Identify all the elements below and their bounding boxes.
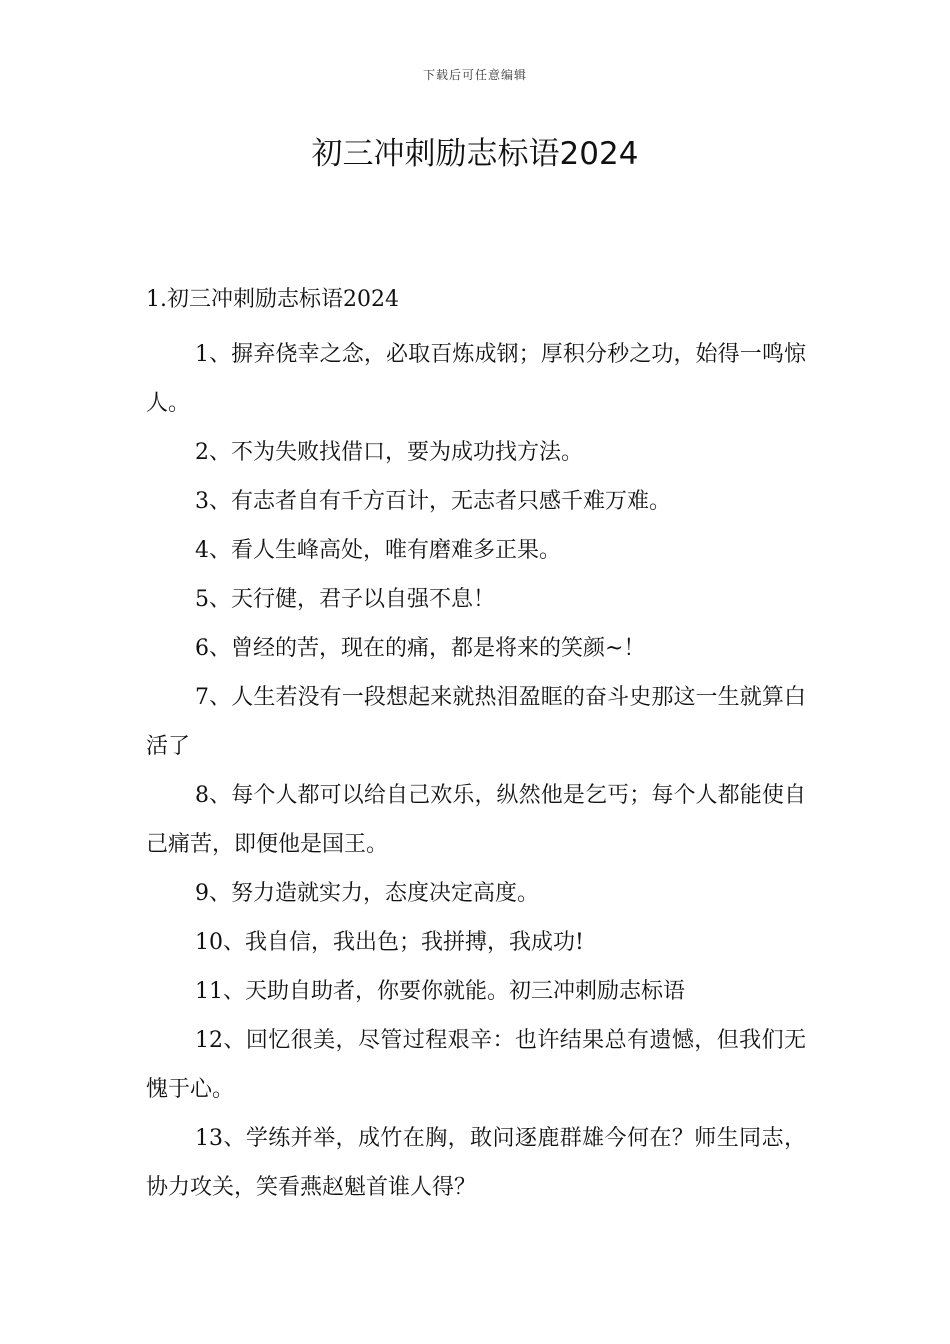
slogan-item-12: 12、回忆很美，尽管过程艰辛：也许结果总有遗憾，但我们无愧于心。 [146,1028,806,1102]
slogan-item-11: 11、天助自助者，你要你就能。初三冲刺励志标语 [195,979,685,1004]
slogan-item-7: 7、人生若没有一段想起来就热泪盈眶的奋斗史那这一生就算白活了 [146,685,806,759]
slogan-item-10: 10、我自信，我出色；我拼搏，我成功! [195,930,584,955]
slogan-item-3: 3、有志者自有千方百计，无志者只感千难万难。 [195,489,671,514]
slogan-item-2: 2、不为失败找借口，要为成功找方法。 [195,440,583,465]
section-heading: 1.初三冲刺励志标语2024 [146,287,399,312]
slogan-item-13: 13、学练并举，成竹在胸，敢问逐鹿群雄今何在？师生同志，协力攻关，笑看燕赵魁首谁人得？ [146,1126,806,1200]
slogan-item-6: 6、曾经的苦，现在的痛，都是将来的笑颜~！ [195,636,646,661]
header-note: 下载后可任意编辑 [422,68,527,82]
document-title: 初三冲刺励志标语2024 [311,136,639,172]
document-body [146,282,806,1212]
slogan-item-4: 4、看人生峰高处，唯有磨难多正果。 [195,538,561,563]
slogan-item-8: 8、每个人都可以给自己欢乐，纵然他是乞丐；每个人都能使自己痛苦，即便他是国王。 [146,783,806,857]
slogan-item-5: 5、天行健，君子以自强不息！ [195,587,495,612]
slogan-item-1: 1、摒弃侥幸之念，必取百炼成钢；厚积分秒之功，始得一鸣惊人。 [146,342,806,416]
slogan-item-9: 9、努力造就实力，态度决定高度。 [195,881,539,906]
